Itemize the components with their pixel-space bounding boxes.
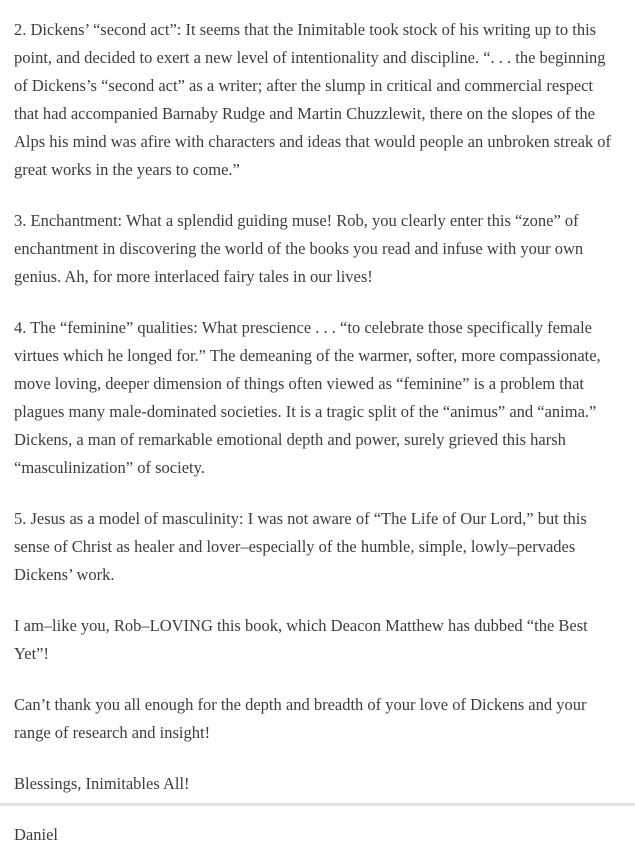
signature-daniel: Daniel: [14, 825, 58, 844]
paragraph-feminine-qualities: 4. The “feminine” qualities: What prescience . . . “to celebrate those specifically female virtues which he longed for.” The demeaning of the warmer, softer, more compassionate, move loving, deeper dimension of things often viewed as “feminine” is a problem that plagues many male-dominated societies. It is a tragic split of the “animus” and “anima.” Dickens, a man of remarkable emotional depth and power, surely grieved this harsh “masculinization” of society.: [14, 318, 601, 477]
paragraph-loving-this-book: I am–like you, Rob–LOVING this book, which Deacon Matthew has dubbed “the Best Yet”!: [14, 616, 588, 663]
paragraph-thank-you: Can’t thank you all enough for the depth and breadth of your love of Dickens and your range of research and insight!: [14, 695, 587, 742]
paragraph-jesus-masculinity: 5. Jesus as a model of masculinity: I was not aware of “The Life of Our Lord,” but this sense of Christ as healer and lover–especially of the humble, simple, lowly–pervades Dickens’ work.: [14, 509, 587, 584]
paragraph-enchantment: 3. Enchantment: What a splendid guiding muse! Rob, you clearly enter this “zone” of enchantment in discovering the world of the books you read and infuse with your own genius. Ah, for more interlaced fairy tales in our lives!: [14, 211, 584, 286]
paragraph-dickens-second-act: 2. Dickens’ “second act”: It seems that the Inimitable took stock of his writing up to this point, and decided to exert a new level of intentionality and discipline. “. . . the beginning of Dickens’s “second act” as a writer; after the slump in critical and commercial respect that had accompanied Barnaby Rudge and Martin Chuzzlewit, there on the slopes of the Alps his mind was afire with characters and ideas that would people an unbroken streak of great works in the years to come.”: [14, 20, 612, 179]
paragraph-blessings: Blessings, Inimitables All!: [14, 774, 190, 793]
